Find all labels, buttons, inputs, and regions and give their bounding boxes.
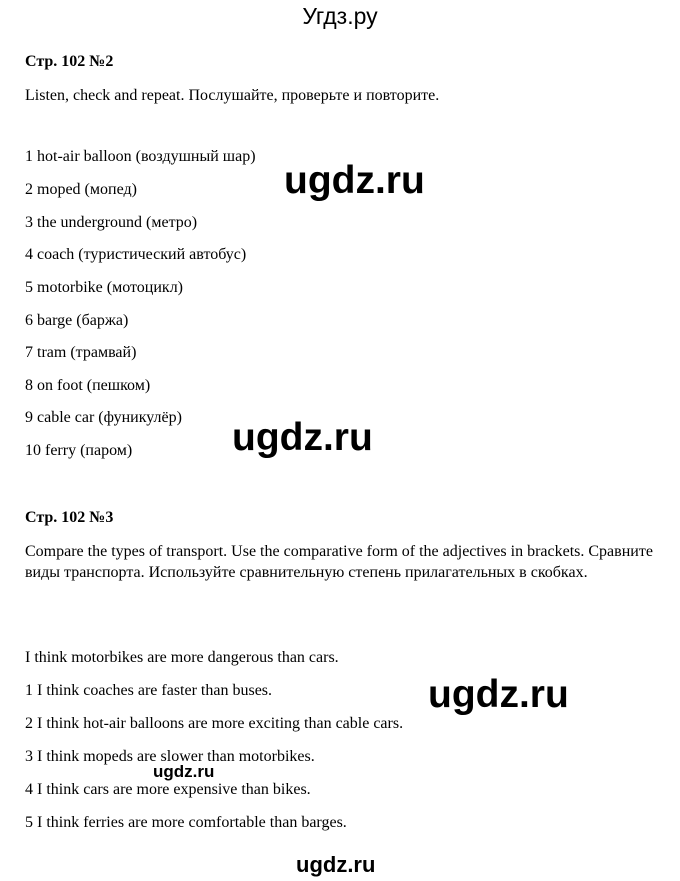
vocab-item: 8 on foot (пешком) (25, 377, 151, 394)
answer-item: I think motorbikes are more dangerous than cars. (25, 649, 339, 666)
vocab-item: 10 ferry (паром) (25, 442, 133, 459)
watermark: ugdz.ru (284, 159, 425, 202)
section2-heading: Стр. 102 №3 (25, 509, 114, 526)
answer-item: 2 I think hot-air balloons are more exciting than cable cars. (25, 715, 404, 732)
vocab-item: 3 the underground (метро) (25, 214, 198, 231)
section1-heading: Стр. 102 №2 (25, 53, 114, 70)
vocab-item: 7 tram (трамвай) (25, 344, 137, 361)
vocab-item: 6 barge (баржа) (25, 312, 129, 329)
watermark: ugdz.ru (153, 762, 215, 781)
section2-instruction: Compare the types of transport. Use the comparative form of the adjectives in brackets. Сравните виды транспорта. Используйте сравнительную степень прилагательных в скобках. (25, 543, 653, 581)
watermark: ugdz.ru (232, 416, 373, 459)
section1-instruction: Listen, check and repeat. Послушайте, проверьте и повторите. (25, 87, 440, 104)
answer-item: 1 I think coaches are faster than buses. (25, 682, 273, 699)
site-title: Угдз.ру (302, 3, 378, 29)
watermark: ugdz.ru (428, 673, 569, 716)
vocab-item: 9 cable car (фуникулёр) (25, 409, 182, 426)
watermark: ugdz.ru (296, 852, 376, 877)
vocab-item: 2 moped (мопед) (25, 181, 137, 198)
answer-item: 4 I think cars are more expensive than bikes. (25, 781, 311, 798)
answer-item: 3 I think mopeds are slower than motorbikes. (25, 748, 315, 765)
vocab-item: 1 hot-air balloon (воздушный шар) (25, 148, 256, 165)
vocab-item: 5 motorbike (мотоцикл) (25, 279, 183, 296)
vocab-item: 4 coach (туристический автобус) (25, 246, 247, 263)
answer-item: 5 I think ferries are more comfortable than barges. (25, 814, 347, 831)
